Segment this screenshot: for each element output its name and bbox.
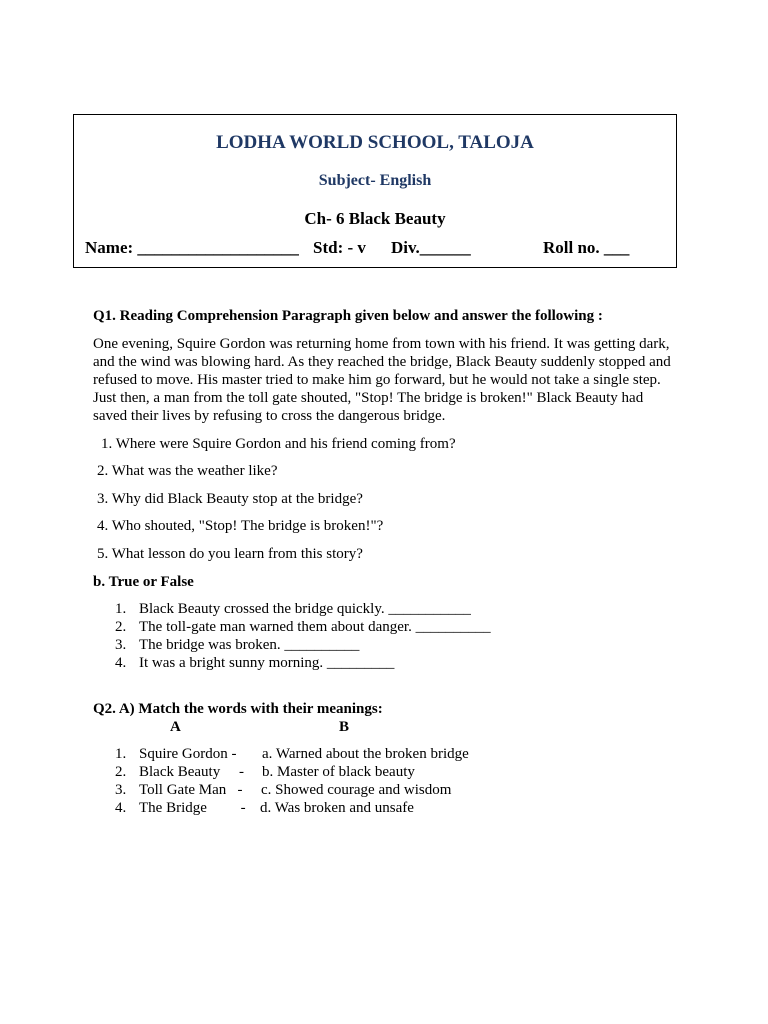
- match-item-word: Black Beauty -: [139, 764, 244, 780]
- roll-field: Roll no. ___: [543, 238, 630, 257]
- match-item-meaning: d. Was broken and unsafe: [260, 800, 414, 816]
- column-b-heading: B: [339, 719, 350, 735]
- chapter-title: Ch- 6 Black Beauty: [304, 209, 446, 228]
- q2-title: Q2. A) Match the words with their meanings:: [93, 701, 383, 717]
- header-box: [73, 114, 677, 268]
- tf-item-number: 4.: [115, 655, 127, 671]
- match-item-meaning: c. Showed courage and wisdom: [261, 782, 452, 798]
- school-name: LODHA WORLD SCHOOL, TALOJA: [216, 132, 534, 153]
- match-item: [115, 800, 515, 818]
- tf-item-text: Black Beauty crossed the bridge quickly. ___________: [139, 601, 471, 617]
- name-field: Name: ___________________: [85, 238, 299, 257]
- question-2: 2. What was the weather like?: [97, 463, 278, 479]
- tf-item-text: It was a bright sunny morning. _________: [139, 655, 395, 671]
- tf-item-number: 1.: [115, 601, 127, 617]
- question-1: 1. Where were Squire Gordon and his friend coming from?: [101, 436, 456, 452]
- std-field: Std: - v: [313, 238, 366, 257]
- match-item-word: The Bridge -: [139, 800, 246, 816]
- tf-item-text: The bridge was broken. __________: [139, 637, 360, 653]
- match-item: [115, 764, 515, 782]
- match-item-meaning: a. Warned about the broken bridge: [262, 746, 469, 762]
- comprehension-paragraph: One evening, Squire Gordon was returning home from town with his friend. It was getting dark, and the wind was blowing hard. As they reached the bridge, Black Beauty suddenly stopped and refused to move. His master tried to make him go forward, but he would not take a single step. Just then, a man from the toll gate shouted, "Stop! The bridge is broken!" Black Beauty had saved their lives by refusing to cross the dangerous bridge.: [93, 336, 671, 424]
- match-item-number: 1.: [115, 746, 127, 762]
- question-3: 3. Why did Black Beauty stop at the bridge?: [97, 491, 363, 507]
- true-false-title: b. True or False: [93, 574, 194, 590]
- tf-item-number: 2.: [115, 619, 127, 635]
- q1-title: Q1. Reading Comprehension Paragraph given below and answer the following :: [93, 308, 603, 324]
- question-4: 4. Who shouted, "Stop! The bridge is broken!"?: [97, 518, 384, 534]
- match-item: [115, 782, 515, 800]
- match-item-word: Squire Gordon -: [139, 746, 237, 762]
- subject-line: Subject- English: [318, 172, 432, 189]
- question-5: 5. What lesson do you learn from this story?: [97, 546, 363, 562]
- match-item: [115, 746, 515, 764]
- match-item-number: 2.: [115, 764, 127, 780]
- tf-item-number: 3.: [115, 637, 127, 653]
- tf-item-text: The toll-gate man warned them about danger. __________: [139, 619, 491, 635]
- match-item-number: 4.: [115, 800, 127, 816]
- column-a-heading: A: [170, 719, 181, 735]
- match-item-word: Toll Gate Man -: [139, 782, 243, 798]
- div-field: Div.______: [391, 238, 471, 257]
- match-item-number: 3.: [115, 782, 127, 798]
- match-item-meaning: b. Master of black beauty: [262, 764, 415, 780]
